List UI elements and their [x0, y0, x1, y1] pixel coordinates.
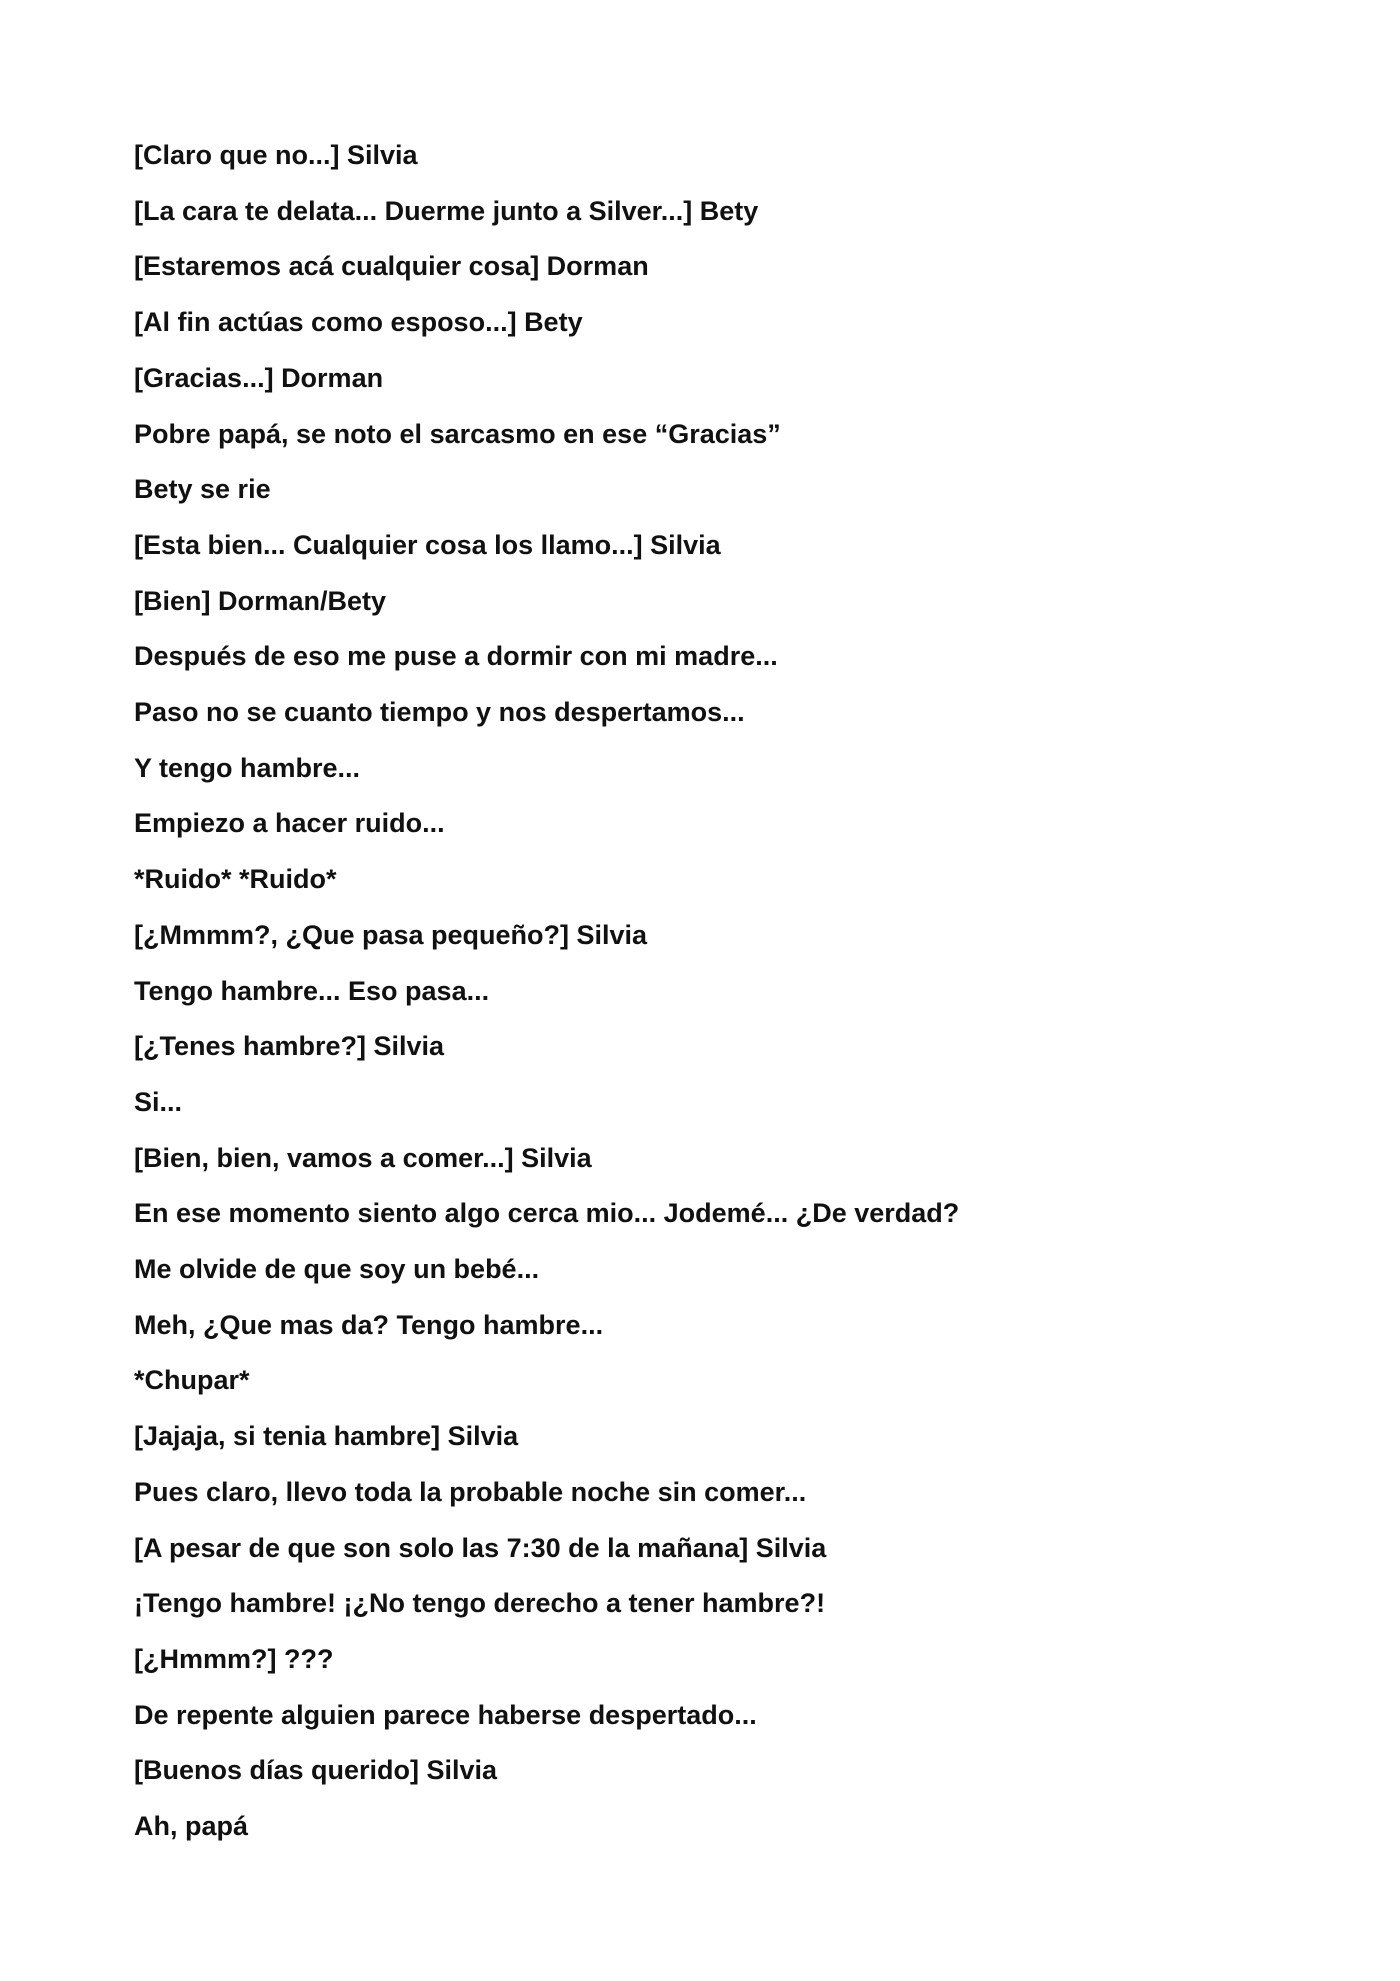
text-line: [Estaremos acá cualquier cosa] Dorman — [134, 251, 649, 282]
text-line: [¿Mmmm?, ¿Que pasa pequeño?] Silvia — [134, 919, 648, 950]
text-line: ¡Tengo hambre! ¡¿No tengo derecho a tener hambre?! — [134, 1588, 826, 1619]
text-line: *Chupar* — [134, 1365, 250, 1396]
text-line: Pobre papá, se noto el sarcasmo en ese “Gracias” — [134, 418, 781, 449]
text-line: Y tengo hambre... — [134, 752, 361, 783]
text-line: Después de eso me puse a dormir con mi madre... — [134, 641, 778, 672]
text-line: [Esta bien... Cualquier cosa los llamo...] Silvia — [134, 529, 721, 560]
document-text — [134, 128, 1314, 1855]
text-line: [Gracias...] Dorman — [134, 362, 384, 393]
text-line: Ah, papá — [134, 1811, 249, 1842]
text-line: [¿Tenes hambre?] Silvia — [134, 1031, 445, 1062]
text-line: *Ruido* *Ruido* — [134, 864, 337, 895]
text-line: [Bien, bien, vamos a comer...] Silvia — [134, 1142, 592, 1173]
text-line: Paso no se cuanto tiempo y nos despertamos... — [134, 697, 745, 728]
text-line: Me olvide de que soy un bebé... — [134, 1254, 540, 1285]
text-line: [Al fin actúas como esposo...] Bety — [134, 307, 583, 338]
text-line: [A pesar de que son solo las 7:30 de la mañana] Silvia — [134, 1532, 827, 1563]
text-line: [Bien] Dorman/Bety — [134, 585, 387, 616]
text-line: [¿Hmmm?] ??? — [134, 1643, 334, 1674]
text-line: [Buenos días querido] Silvia — [134, 1755, 498, 1786]
text-line: [Claro que no...] Silvia — [134, 140, 418, 170]
text-line: De repente alguien parece haberse despertado... — [134, 1699, 757, 1730]
text-line: Bety se rie — [134, 474, 271, 505]
text-line: Pues claro, llevo toda la probable noche sin comer... — [134, 1476, 807, 1507]
text-line: Tengo hambre... Eso pasa... — [134, 975, 490, 1006]
text-line: [La cara te delata... Duerme junto a Silver...] Bety — [134, 195, 759, 226]
text-line: Empiezo a hacer ruido... — [134, 808, 445, 839]
text-line: Meh, ¿Que mas da? Tengo hambre... — [134, 1309, 604, 1340]
text-line: En ese momento siento algo cerca mio... Jodemé... ¿De verdad? — [134, 1198, 960, 1229]
text-line: Si... — [134, 1086, 183, 1117]
text-line: [Jajaja, si tenia hambre] Silvia — [134, 1421, 519, 1452]
